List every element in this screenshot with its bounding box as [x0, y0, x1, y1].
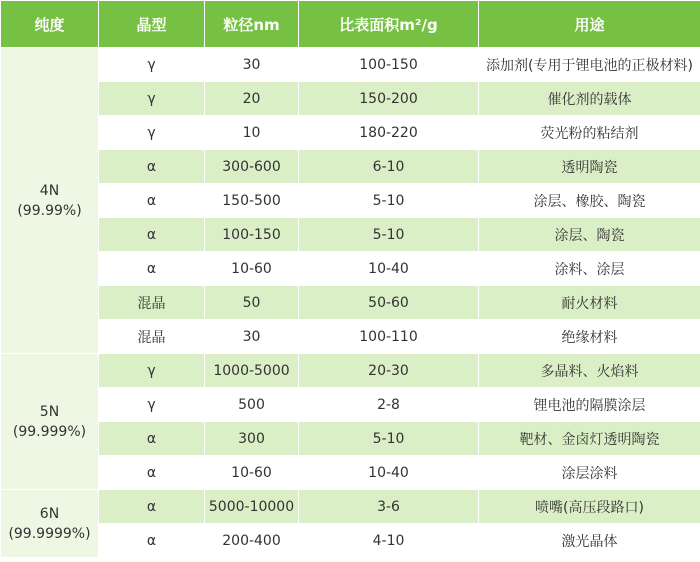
- crystal-form-cell: 混晶: [99, 286, 205, 320]
- table-row: [1, 48, 700, 82]
- surface-area-cell: 10-40: [299, 252, 479, 286]
- crystal-form-cell: γ: [99, 82, 205, 116]
- surface-area-cell: 5-10: [299, 184, 479, 218]
- crystal-form-cell: α: [99, 422, 205, 456]
- table-row: [1, 388, 700, 422]
- crystal-form-cell: γ: [99, 354, 205, 388]
- surface-area-cell: 50-60: [299, 286, 479, 320]
- table-row: [1, 456, 700, 490]
- particle-size-cell: 200-400: [205, 524, 299, 558]
- purity-grade: 5N: [39, 403, 60, 420]
- surface-area-cell: 10-40: [299, 456, 479, 490]
- header-purity: 纯度: [1, 1, 99, 48]
- application-cell: 喷嘴(高压段路口): [479, 490, 700, 524]
- particle-size-cell: 10-60: [205, 456, 299, 490]
- crystal-form-cell: γ: [99, 388, 205, 422]
- table-row: [1, 524, 700, 558]
- particle-size-cell: 300-600: [205, 150, 299, 184]
- surface-area-cell: 2-8: [299, 388, 479, 422]
- application-cell: 多晶料、火焰料: [479, 354, 700, 388]
- particle-size-cell: 50: [205, 286, 299, 320]
- header-crystal-form: 晶型: [99, 1, 205, 48]
- purity-grade: 4N: [39, 182, 60, 199]
- particle-size-cell: 30: [205, 48, 299, 82]
- crystal-form-cell: 混晶: [99, 320, 205, 354]
- particle-size-cell: 20: [205, 82, 299, 116]
- surface-area-cell: 5-10: [299, 218, 479, 252]
- surface-area-cell: 20-30: [299, 354, 479, 388]
- particle-size-cell: 100-150: [205, 218, 299, 252]
- header-particle-size: 粒径nm: [205, 1, 299, 48]
- application-cell: 荧光粉的粘结剂: [479, 116, 700, 150]
- table-header: [1, 1, 700, 48]
- header-application: 用途: [479, 1, 700, 48]
- application-cell: 靶材、金卤灯透明陶瓷: [479, 422, 700, 456]
- application-cell: 涂料、涂层: [479, 252, 700, 286]
- crystal-form-cell: α: [99, 524, 205, 558]
- surface-area-cell: 180-220: [299, 116, 479, 150]
- purity-cell: [1, 490, 99, 558]
- table-row: [1, 422, 700, 456]
- surface-area-cell: 5-10: [299, 422, 479, 456]
- surface-area-cell: 3-6: [299, 490, 479, 524]
- table-body: [1, 48, 700, 558]
- particle-size-cell: 10: [205, 116, 299, 150]
- crystal-form-cell: α: [99, 456, 205, 490]
- table-row: [1, 490, 700, 524]
- header-row: [1, 1, 700, 48]
- table-row: [1, 184, 700, 218]
- surface-area-cell: 100-150: [299, 48, 479, 82]
- application-cell: 添加剂(专用于锂电池的正极材料): [479, 48, 700, 82]
- table-row: [1, 116, 700, 150]
- application-cell: 绝缘材料: [479, 320, 700, 354]
- purity-percent: (99.9999%): [8, 525, 91, 542]
- table-row: [1, 286, 700, 320]
- surface-area-cell: 4-10: [299, 524, 479, 558]
- purity-cell: [1, 354, 99, 490]
- crystal-form-cell: α: [99, 150, 205, 184]
- surface-area-cell: 100-110: [299, 320, 479, 354]
- purity-grade: 6N: [39, 505, 60, 522]
- application-cell: 锂电池的隔膜涂层: [479, 388, 700, 422]
- table-row: [1, 82, 700, 116]
- application-cell: 涂层、橡胶、陶瓷: [479, 184, 700, 218]
- particle-size-cell: 10-60: [205, 252, 299, 286]
- particle-size-cell: 1000-5000: [205, 354, 299, 388]
- table-row: [1, 320, 700, 354]
- table-row: [1, 150, 700, 184]
- particle-size-cell: 30: [205, 320, 299, 354]
- particle-size-cell: 5000-10000: [205, 490, 299, 524]
- application-cell: 涂层、陶瓷: [479, 218, 700, 252]
- particle-size-cell: 300: [205, 422, 299, 456]
- purity-percent: (99.99%): [17, 202, 82, 219]
- crystal-form-cell: α: [99, 252, 205, 286]
- crystal-form-cell: γ: [99, 116, 205, 150]
- purity-percent: (99.999%): [12, 423, 87, 440]
- crystal-form-cell: α: [99, 490, 205, 524]
- table-row: [1, 354, 700, 388]
- purity-cell: [1, 48, 99, 354]
- crystal-form-cell: γ: [99, 48, 205, 82]
- header-surface-area: 比表面积m²/g: [299, 1, 479, 48]
- particle-size-cell: 150-500: [205, 184, 299, 218]
- surface-area-cell: 150-200: [299, 82, 479, 116]
- application-cell: 透明陶瓷: [479, 150, 700, 184]
- application-cell: 涂层涂料: [479, 456, 700, 490]
- application-cell: 激光晶体: [479, 524, 700, 558]
- particle-size-cell: 500: [205, 388, 299, 422]
- table-row: [1, 218, 700, 252]
- application-cell: 催化剂的载体: [479, 82, 700, 116]
- crystal-form-cell: α: [99, 184, 205, 218]
- surface-area-cell: 6-10: [299, 150, 479, 184]
- table-row: [1, 252, 700, 286]
- crystal-form-cell: α: [99, 218, 205, 252]
- application-cell: 耐火材料: [479, 286, 700, 320]
